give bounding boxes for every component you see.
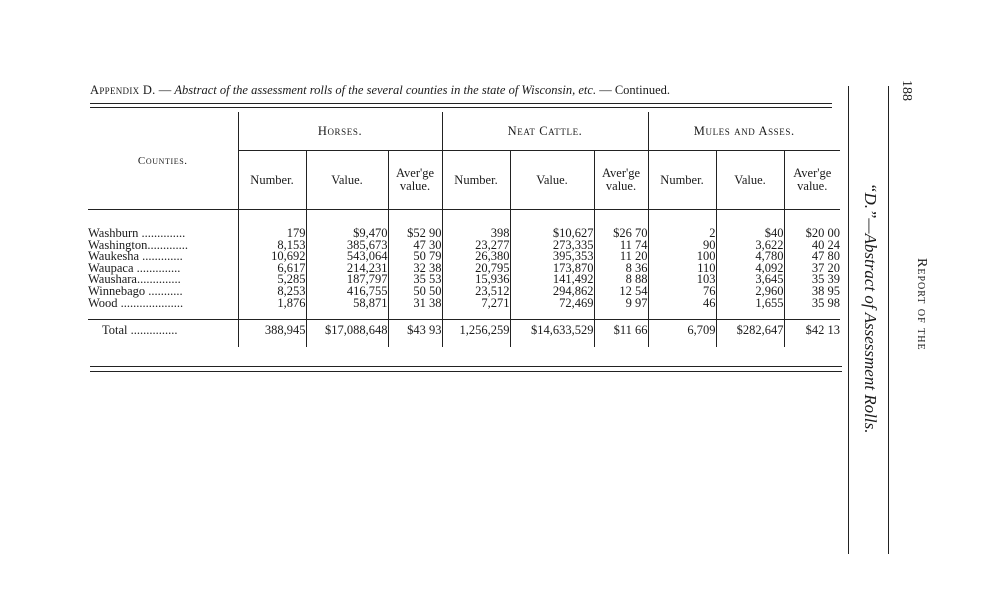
- caption-dash: —: [155, 83, 175, 97]
- caption-title: Abstract of the assessment rolls of the several counties in the state of Wisconsin, etc.: [174, 83, 597, 97]
- mules-average: 35 39: [784, 274, 840, 286]
- table-caption: [90, 83, 832, 98]
- mules-number: 110: [648, 263, 716, 275]
- average-label-line2: value.: [797, 179, 828, 193]
- mules-number: 103: [648, 274, 716, 286]
- mules-number: 46: [648, 298, 716, 320]
- table-row: [88, 274, 840, 286]
- mules-average: 37 20: [784, 263, 840, 275]
- horses-number: 8,253: [238, 286, 306, 298]
- horses-value: 416,755: [306, 286, 388, 298]
- page-number: 188: [899, 80, 914, 101]
- cattle-value: 273,335: [510, 240, 594, 252]
- county-name: Waushara..............: [88, 272, 181, 287]
- cattle-average: 11 20: [594, 251, 648, 263]
- cattle-average: 8 88: [594, 274, 648, 286]
- table-row: [88, 240, 840, 252]
- table-row: [88, 210, 840, 240]
- horses-value: $9,470: [306, 210, 388, 240]
- average-label-line2: value.: [399, 179, 431, 193]
- mules-value: 3,622: [716, 240, 784, 252]
- table-row: [88, 263, 840, 275]
- cattle-value: 294,862: [510, 286, 594, 298]
- average-label-line1: Aver'ge: [601, 166, 641, 180]
- cattle-average: $26 70: [594, 210, 648, 240]
- horses-number: 5,285: [238, 274, 306, 286]
- mules-average-header: [784, 151, 840, 210]
- total-row: [88, 320, 840, 347]
- total-cattle-value: $14,633,529: [510, 320, 594, 347]
- cattle-average: 9 97: [594, 298, 648, 320]
- assessment-table: [88, 112, 840, 347]
- caption-suffix: — Continued.: [596, 83, 671, 97]
- cattle-value-header: Value.: [510, 151, 594, 210]
- outer-margin-rule: [888, 86, 889, 554]
- cattle-value: 173,870: [510, 263, 594, 275]
- county-name: Winnebago ...........: [88, 283, 183, 298]
- county-name: Washington.............: [88, 237, 189, 252]
- mules-value: 1,655: [716, 298, 784, 320]
- cattle-value: $10,627: [510, 210, 594, 240]
- mules-number: 90: [648, 240, 716, 252]
- mules-asses-header: Mules and Asses.: [648, 112, 840, 151]
- top-rule: [90, 103, 832, 104]
- mules-average: $20 00: [784, 210, 840, 240]
- horses-average: 35 53: [388, 274, 442, 286]
- neat-cattle-header: Neat Cattle.: [442, 112, 648, 151]
- horses-value: 385,673: [306, 240, 388, 252]
- horses-value: 187,797: [306, 274, 388, 286]
- horses-number-header: Number.: [238, 151, 306, 210]
- total-label: Total ...............: [88, 320, 238, 347]
- cattle-number: 398: [442, 210, 510, 240]
- cattle-average: 8 36: [594, 263, 648, 275]
- appendix-label: Appendix D.: [90, 83, 156, 97]
- horses-number: 1,876: [238, 298, 306, 320]
- counties-header: Counties.: [88, 112, 238, 210]
- mules-number: 2: [648, 210, 716, 240]
- mules-value: 3,645: [716, 274, 784, 286]
- total-horses-average: $43 93: [388, 320, 442, 347]
- cattle-average-header: [594, 151, 648, 210]
- horses-average: $52 90: [388, 210, 442, 240]
- cattle-average: 11 74: [594, 240, 648, 252]
- mules-value: $40: [716, 210, 784, 240]
- total-mules-average: $42 13: [784, 320, 840, 347]
- right-margin-rule: [848, 86, 849, 554]
- horses-number: 10,692: [238, 251, 306, 263]
- total-cattle-number: 1,256,259: [442, 320, 510, 347]
- average-label-line1: Aver'ge: [395, 166, 435, 180]
- mules-number: 76: [648, 286, 716, 298]
- horses-value-header: Value.: [306, 151, 388, 210]
- county-name: Wood ....................: [88, 295, 184, 310]
- county-name: Waupaca ..............: [88, 260, 181, 275]
- cattle-value: 141,492: [510, 274, 594, 286]
- cattle-value: 72,469: [510, 298, 594, 320]
- total-cattle-average: $11 66: [594, 320, 648, 347]
- mules-value: 4,092: [716, 263, 784, 275]
- mules-value-header: Value.: [716, 151, 784, 210]
- horses-value: 543,064: [306, 251, 388, 263]
- cattle-average: 12 54: [594, 286, 648, 298]
- horses-average: 32 38: [388, 263, 442, 275]
- horses-number: 8,153: [238, 240, 306, 252]
- cattle-number: 26,380: [442, 251, 510, 263]
- table-row: [88, 286, 840, 298]
- mules-number-header: Number.: [648, 151, 716, 210]
- cattle-number: 23,512: [442, 286, 510, 298]
- cattle-number: 15,936: [442, 274, 510, 286]
- cattle-number-header: Number.: [442, 151, 510, 210]
- horses-average: 47 30: [388, 240, 442, 252]
- mules-average: 47 80: [784, 251, 840, 263]
- average-label-line2: value.: [605, 179, 637, 193]
- running-head: Report of the: [914, 258, 929, 351]
- horses-average: 50 50: [388, 286, 442, 298]
- horses-average-header: [388, 151, 442, 210]
- horses-value: 214,231: [306, 263, 388, 275]
- mules-number: 100: [648, 251, 716, 263]
- bottom-rule-second: [90, 371, 842, 372]
- cattle-number: 20,795: [442, 263, 510, 275]
- horses-average: 50 79: [388, 251, 442, 263]
- total-horses-number: 388,945: [238, 320, 306, 347]
- table-row: [88, 251, 840, 263]
- total-horses-value: $17,088,648: [306, 320, 388, 347]
- county-name: Washburn ..............: [88, 226, 186, 240]
- mules-average: 38 95: [784, 286, 840, 298]
- mules-average: 35 98: [784, 298, 840, 320]
- mules-value: 2,960: [716, 286, 784, 298]
- cattle-value: 395,353: [510, 251, 594, 263]
- average-label-line1: Aver'ge: [793, 166, 832, 180]
- total-mules-number: 6,709: [648, 320, 716, 347]
- cattle-number: 23,277: [442, 240, 510, 252]
- bottom-rule: [90, 366, 842, 367]
- horses-number: 6,617: [238, 263, 306, 275]
- mules-value: 4,780: [716, 251, 784, 263]
- horses-value: 58,871: [306, 298, 388, 320]
- horses-average: 31 38: [388, 298, 442, 320]
- horses-header: Horses.: [238, 112, 442, 151]
- cattle-number: 7,271: [442, 298, 510, 320]
- side-title: “D.”—Abstract of Assessment Rolls.: [861, 183, 880, 434]
- county-name: Waukesha .............: [88, 249, 183, 264]
- top-rule-second: [90, 107, 832, 108]
- table-row: [88, 298, 840, 320]
- mules-average: 40 24: [784, 240, 840, 252]
- horses-number: 179: [238, 210, 306, 240]
- total-mules-value: $282,647: [716, 320, 784, 347]
